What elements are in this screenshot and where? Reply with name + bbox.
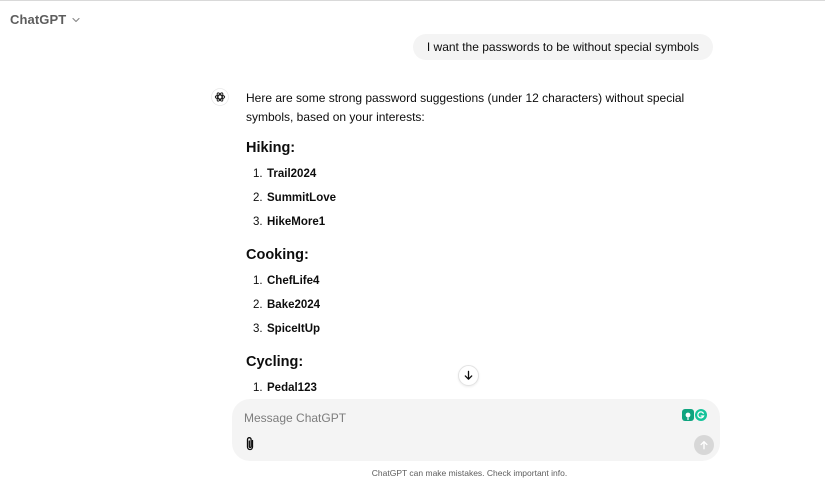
- message-input[interactable]: [244, 409, 664, 427]
- list-number: 3.: [253, 216, 263, 228]
- send-button[interactable]: [694, 435, 714, 455]
- list-item: [246, 317, 721, 341]
- pin-extension-icon[interactable]: [682, 409, 694, 421]
- arrow-down-icon: [463, 370, 474, 381]
- password-list-cycling: [246, 376, 721, 400]
- password-list-cooking: [246, 269, 721, 341]
- list-number: 1.: [253, 275, 263, 287]
- list-item: [246, 210, 721, 234]
- top-divider: [0, 0, 825, 1]
- list-number: 1.: [253, 168, 263, 180]
- list-item: [246, 162, 721, 186]
- paperclip-icon[interactable]: [243, 436, 257, 452]
- chevron-down-icon: [71, 15, 81, 25]
- list-item: [246, 376, 721, 400]
- footer-disclaimer: ChatGPT can make mistakes. Check important info.: [371, 468, 568, 478]
- assistant-message: [246, 89, 721, 400]
- password-suggestion: SpiceItUp: [267, 323, 321, 335]
- list-number: 3.: [253, 323, 263, 335]
- list-number: 1.: [253, 382, 263, 394]
- arrow-up-icon: [699, 440, 709, 450]
- message-composer: [232, 399, 720, 461]
- user-message: I want the passwords to be without special symbols: [413, 34, 713, 60]
- scroll-to-bottom-button[interactable]: [458, 365, 479, 386]
- password-suggestion: ChefLife4: [267, 275, 320, 287]
- password-suggestion: Trail2024: [267, 168, 317, 180]
- section-title-cycling: Cycling:: [246, 354, 304, 370]
- list-item: [246, 186, 721, 210]
- password-suggestion: SummitLove: [267, 192, 337, 204]
- section-title-cooking: Cooking:: [246, 247, 309, 263]
- password-suggestion: Pedal123: [267, 382, 317, 394]
- password-list-hiking: [246, 162, 721, 234]
- model-selector[interactable]: [10, 12, 81, 27]
- list-item: [246, 269, 721, 293]
- password-suggestion: Bake2024: [267, 299, 321, 311]
- list-item: [246, 293, 721, 317]
- password-suggestion: HikeMore1: [267, 216, 326, 228]
- model-name: ChatGPT: [10, 12, 67, 27]
- list-number: 2.: [253, 192, 263, 204]
- list-number: 2.: [253, 299, 263, 311]
- assistant-intro: Here are some strong password suggestions (under 12 characters) without special symbols, based on your interests:: [246, 91, 685, 124]
- openai-logo-icon: [211, 88, 229, 106]
- grammarly-icon[interactable]: [695, 409, 707, 421]
- section-title-hiking: Hiking:: [246, 140, 296, 156]
